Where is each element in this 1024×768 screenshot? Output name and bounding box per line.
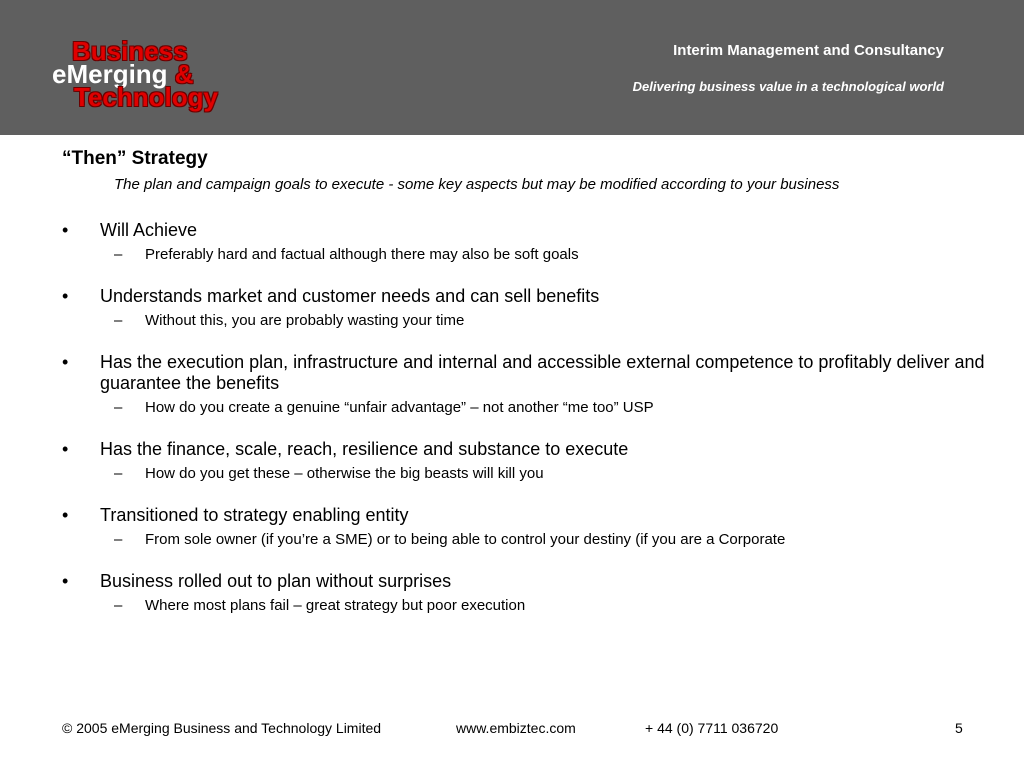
- bullet-text: Will Achieve: [100, 220, 198, 240]
- bullet-list: [62, 220, 992, 637]
- bullet-text: Business rolled out to plan without surprises: [100, 571, 452, 591]
- footer-website: www.embiztec.com: [456, 720, 576, 736]
- logo-word-business: Business: [72, 36, 188, 66]
- bullet-item: [62, 286, 992, 330]
- footer-phone: + 44 (0) 7711 036720: [645, 720, 779, 736]
- sub-bullet-text: Where most plans fail – great strategy but poor execution: [145, 597, 526, 614]
- header-banner: [0, 0, 1024, 135]
- bullet-text: Transitioned to strategy enabling entity: [100, 505, 409, 525]
- bullet-item: [62, 505, 992, 549]
- bullet-dot: •: [62, 286, 69, 306]
- company-logo: [52, 38, 272, 112]
- slide-title: “Then” Strategy: [62, 148, 208, 169]
- bullet-text: Has the execution plan, infrastructure and internal and accessible external competence to profitably deliver and guarantee the benefits: [100, 352, 985, 393]
- sub-bullet-text: How do you create a genuine “unfair advantage” – not another “me too” USP: [145, 399, 654, 416]
- sub-bullet-dash: –: [114, 465, 123, 482]
- footer-copyright: © 2005 eMerging Business and Technology Limited: [62, 720, 382, 736]
- sub-bullet-dash: –: [114, 597, 123, 614]
- logo-word-technology: Technology: [74, 82, 218, 112]
- bullet-dot: •: [62, 352, 69, 372]
- bullet-item: [62, 439, 992, 483]
- bullet-item: [62, 352, 992, 417]
- slide-subtitle: The plan and campaign goals to execute - some key aspects but may be modified according to your business: [114, 176, 840, 193]
- sub-bullet-text: From sole owner (if you’re a SME) or to being able to control your destiny (if you are a Corporate: [145, 531, 786, 548]
- header-tagline: Interim Management and Consultancy: [673, 42, 944, 59]
- sub-bullet-dash: –: [114, 399, 123, 416]
- logo-word-emerging: eMerging: [52, 59, 175, 89]
- sub-bullet-dash: –: [114, 531, 123, 548]
- header-slogan: Delivering business value in a technological world: [632, 79, 944, 94]
- page-number: 5: [955, 720, 963, 736]
- sub-bullet-text: Preferably hard and factual although there may also be soft goals: [145, 246, 579, 263]
- bullet-dot: •: [62, 571, 69, 591]
- bullet-dot: •: [62, 220, 69, 240]
- sub-bullet-dash: –: [114, 312, 123, 329]
- logo-ampersand: &: [174, 59, 194, 89]
- sub-bullet-text: How do you get these – otherwise the big beasts will kill you: [145, 465, 544, 482]
- bullet-dot: •: [62, 439, 69, 459]
- bullet-item: [62, 571, 992, 615]
- bullet-text: Has the finance, scale, reach, resilience and substance to execute: [100, 439, 629, 459]
- bullet-item: [62, 220, 992, 264]
- bullet-text: Understands market and customer needs and can sell benefits: [100, 286, 600, 306]
- bullet-dot: •: [62, 505, 69, 525]
- sub-bullet-text: Without this, you are probably wasting your time: [145, 312, 465, 329]
- sub-bullet-dash: –: [114, 246, 123, 263]
